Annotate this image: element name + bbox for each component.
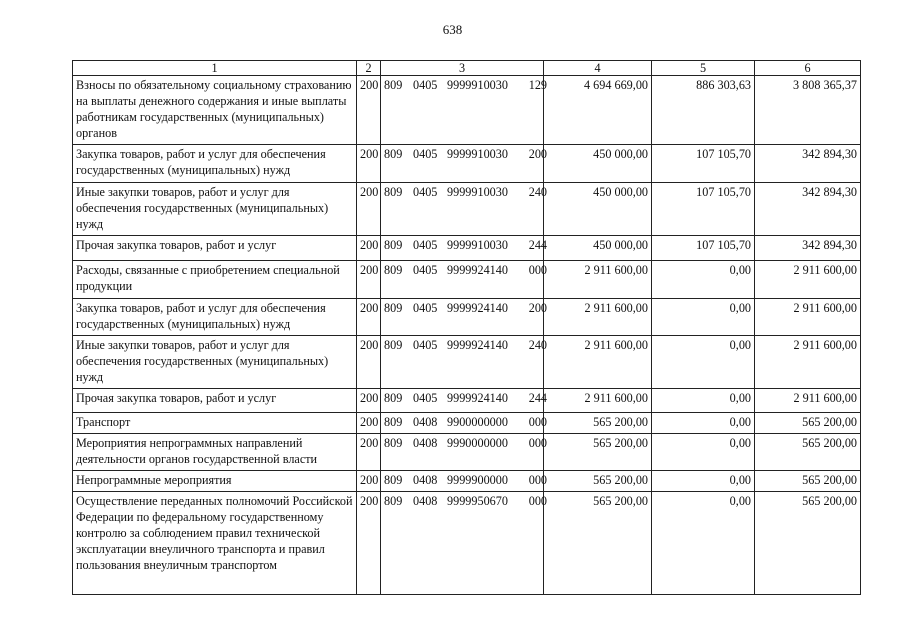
- target-item-code: 9999924140: [447, 391, 508, 405]
- value-col6: 3 808 365,37: [755, 76, 861, 145]
- value-col6: 342 894,30: [755, 145, 861, 183]
- value-col5: 0,00: [652, 299, 755, 336]
- value-col4: 2 911 600,00: [544, 299, 652, 336]
- classification-code: [381, 299, 547, 336]
- table-row: [73, 236, 861, 261]
- row-name: Прочая закупка товаров, работ и услуг: [73, 236, 357, 261]
- dept-code: 809: [384, 338, 403, 352]
- expense-type-code: 244: [528, 238, 547, 252]
- dept-code: 809: [384, 263, 403, 277]
- target-item-code: 9999910030: [447, 147, 508, 161]
- table-row: [73, 413, 861, 434]
- target-item-code: 9990000000: [447, 436, 508, 450]
- classification-code: [381, 413, 547, 434]
- column-header-1: 1: [73, 61, 357, 76]
- dept-code: 809: [384, 78, 403, 92]
- value-col4: 450 000,00: [544, 145, 652, 183]
- value-col6: 342 894,30: [755, 236, 861, 261]
- subsection-code: 0405: [413, 147, 438, 161]
- dept-code: 809: [384, 238, 403, 252]
- classification-code: [381, 183, 547, 236]
- expense-type-code: 129: [528, 78, 547, 92]
- subsection-code: 0408: [413, 494, 438, 508]
- subsection-code: 0408: [413, 436, 438, 450]
- subsection-code: 0408: [413, 473, 438, 487]
- value-col6: 2 911 600,00: [755, 336, 861, 389]
- value-col4: 565 200,00: [544, 434, 652, 471]
- value-col5: 0,00: [652, 413, 755, 434]
- code-col2: 200: [357, 434, 381, 471]
- expense-type-code: 000: [528, 473, 547, 487]
- expense-type-code: 240: [528, 338, 547, 352]
- classification-code: [381, 492, 547, 595]
- value-col4: 2 911 600,00: [544, 336, 652, 389]
- value-col5: 0,00: [652, 261, 755, 299]
- value-col4: 2 911 600,00: [544, 389, 652, 413]
- code-col2: 200: [357, 76, 381, 145]
- code-col2: 200: [357, 389, 381, 413]
- target-item-code: 9999910030: [447, 78, 508, 92]
- expense-type-code: 200: [528, 147, 547, 161]
- subsection-code: 0408: [413, 415, 438, 429]
- code-col2: 200: [357, 492, 381, 595]
- column-header-5: 5: [652, 61, 755, 76]
- expense-type-code: 000: [528, 263, 547, 277]
- dept-code: 809: [384, 473, 403, 487]
- value-col6: 2 911 600,00: [755, 261, 861, 299]
- target-item-code: 9999950670: [447, 494, 508, 508]
- value-col4: 2 911 600,00: [544, 261, 652, 299]
- value-col6: 565 200,00: [755, 434, 861, 471]
- subsection-code: 0405: [413, 185, 438, 199]
- value-col5: 886 303,63: [652, 76, 755, 145]
- code-col2: 200: [357, 471, 381, 492]
- row-name: Транспорт: [73, 413, 357, 434]
- classification-code: [381, 236, 547, 261]
- column-header-4: 4: [544, 61, 652, 76]
- code-col2: 200: [357, 261, 381, 299]
- value-col6: 565 200,00: [755, 492, 861, 595]
- code-col2: 200: [357, 299, 381, 336]
- code-col2: 200: [357, 145, 381, 183]
- classification-code: [381, 76, 547, 145]
- row-name: Прочая закупка товаров, работ и услуг: [73, 389, 357, 413]
- value-col6: 2 911 600,00: [755, 299, 861, 336]
- value-col4: 4 694 669,00: [544, 76, 652, 145]
- budget-table: [72, 60, 861, 595]
- subsection-code: 0405: [413, 78, 438, 92]
- classification-code: [381, 145, 547, 183]
- dept-code: 809: [384, 185, 403, 199]
- value-col5: 0,00: [652, 434, 755, 471]
- target-item-code: 9999900000: [447, 473, 508, 487]
- subsection-code: 0405: [413, 238, 438, 252]
- value-col4: 450 000,00: [544, 183, 652, 236]
- value-col6: 565 200,00: [755, 471, 861, 492]
- row-name: Мероприятия непрограммных направлений деятельности органов государственной власти: [73, 434, 357, 471]
- value-col4: 565 200,00: [544, 492, 652, 595]
- dept-code: 809: [384, 436, 403, 450]
- expense-type-code: 000: [528, 436, 547, 450]
- dept-code: 809: [384, 415, 403, 429]
- row-name: Расходы, связанные с приобретением специальной продукции: [73, 261, 357, 299]
- table-row: [73, 389, 861, 413]
- row-name: Иные закупки товаров, работ и услуг для обеспечения государственных (муниципальных) нужд: [73, 183, 357, 236]
- table-row: [73, 183, 861, 236]
- classification-code: [381, 434, 547, 471]
- value-col4: 565 200,00: [544, 471, 652, 492]
- subsection-code: 0405: [413, 338, 438, 352]
- value-col5: 107 105,70: [652, 236, 755, 261]
- row-name: Иные закупки товаров, работ и услуг для обеспечения государственных (муниципальных) нужд: [73, 336, 357, 389]
- table-row: [73, 336, 861, 389]
- subsection-code: 0405: [413, 391, 438, 405]
- subsection-code: 0405: [413, 263, 438, 277]
- table-row: [73, 471, 861, 492]
- row-name: Непрограммные мероприятия: [73, 471, 357, 492]
- table-row: [73, 434, 861, 471]
- value-col5: 107 105,70: [652, 183, 755, 236]
- code-col2: 200: [357, 183, 381, 236]
- target-item-code: 9900000000: [447, 415, 508, 429]
- page-number: 638: [442, 22, 463, 37]
- expense-type-code: 240: [528, 185, 547, 199]
- dept-code: 809: [384, 301, 403, 315]
- dept-code: 809: [384, 494, 403, 508]
- table-row: [73, 492, 861, 595]
- code-col2: 200: [357, 336, 381, 389]
- target-item-code: 9999910030: [447, 185, 508, 199]
- value-col5: 0,00: [652, 492, 755, 595]
- expense-type-code: 244: [528, 391, 547, 405]
- value-col5: 0,00: [652, 471, 755, 492]
- column-header-2: 2: [357, 61, 381, 76]
- row-name: Закупка товаров, работ и услуг для обеспечения государственных (муниципальных) нужд: [73, 299, 357, 336]
- value-col5: 0,00: [652, 389, 755, 413]
- value-col5: 0,00: [652, 336, 755, 389]
- expense-type-code: 000: [528, 415, 547, 429]
- classification-code: [381, 261, 547, 299]
- value-col5: 107 105,70: [652, 145, 755, 183]
- classification-code: [381, 389, 547, 413]
- target-item-code: 9999924140: [447, 301, 508, 315]
- code-col2: 200: [357, 413, 381, 434]
- expense-type-code: 000: [528, 494, 547, 508]
- table-row: [73, 76, 861, 145]
- table-row: [73, 261, 861, 299]
- classification-code: [381, 471, 547, 492]
- row-name: Взносы по обязательному социальному страхованию на выплаты денежного содержания и иные выплаты работникам государственных (муниципальных) органов: [73, 76, 357, 145]
- column-header-3: 3: [381, 61, 544, 76]
- table-row: [73, 299, 861, 336]
- column-header-6: 6: [755, 61, 861, 76]
- target-item-code: 9999924140: [447, 338, 508, 352]
- row-name: Осуществление переданных полномочий Российской Федерации по федеральному государственному контролю за соблюдением правил технической эксплуатации внеуличного транспорта и правил пользования внеуличным транспортом: [73, 492, 357, 595]
- dept-code: 809: [384, 391, 403, 405]
- subsection-code: 0405: [413, 301, 438, 315]
- classification-code: [381, 336, 547, 389]
- target-item-code: 9999910030: [447, 238, 508, 252]
- row-name: Закупка товаров, работ и услуг для обеспечения государственных (муниципальных) нужд: [73, 145, 357, 183]
- value-col4: 450 000,00: [544, 236, 652, 261]
- dept-code: 809: [384, 147, 403, 161]
- value-col4: 565 200,00: [544, 413, 652, 434]
- code-col2: 200: [357, 236, 381, 261]
- table-row: [73, 145, 861, 183]
- column-number-row: [73, 61, 861, 76]
- target-item-code: 9999924140: [447, 263, 508, 277]
- value-col6: 2 911 600,00: [755, 389, 861, 413]
- value-col6: 342 894,30: [755, 183, 861, 236]
- expense-type-code: 200: [528, 301, 547, 315]
- value-col6: 565 200,00: [755, 413, 861, 434]
